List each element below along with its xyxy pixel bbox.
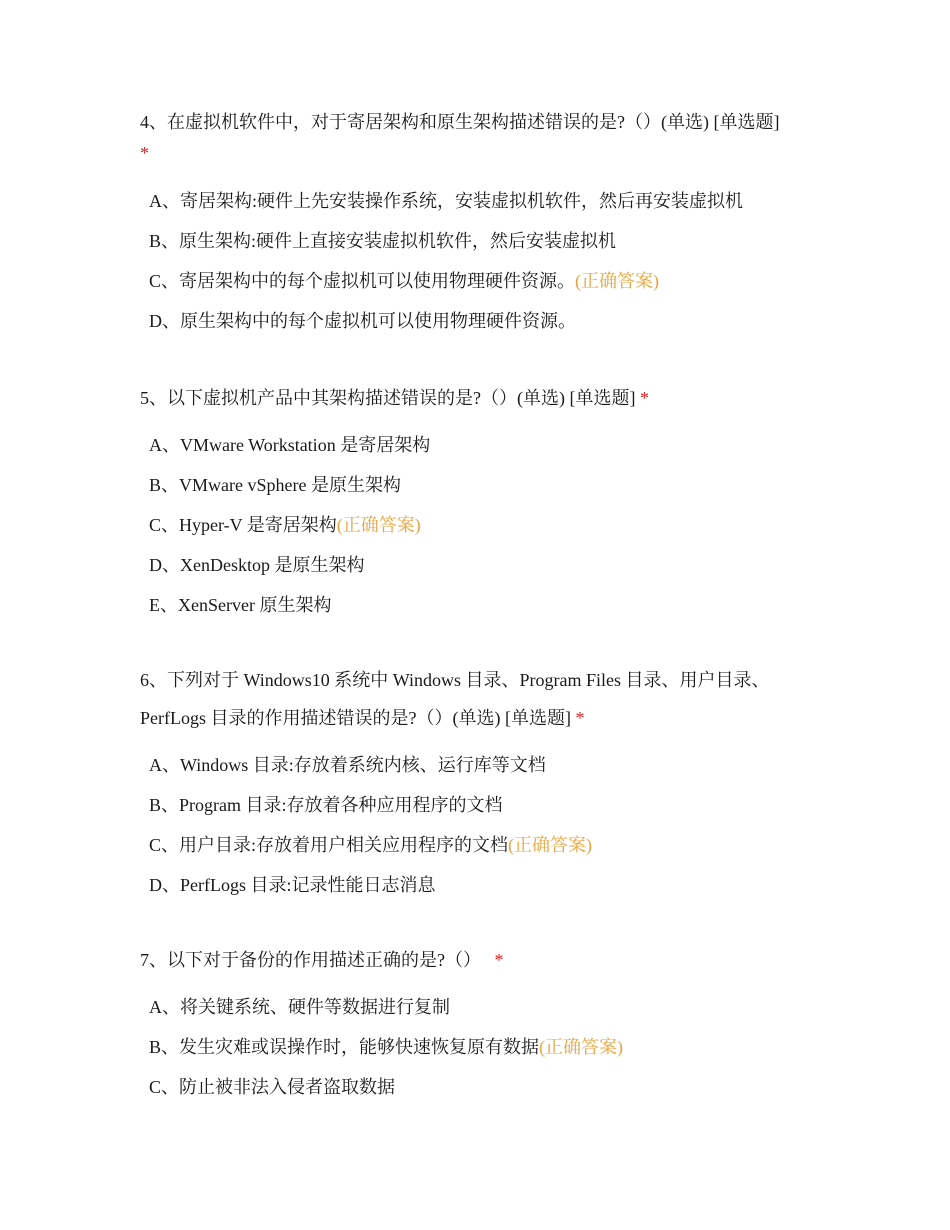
required-mark: * bbox=[639, 388, 649, 408]
option-text: A、Windows 目录:存放着系统内核、运行库等文档 bbox=[149, 755, 546, 775]
option-item[interactable] bbox=[140, 425, 820, 465]
question-title bbox=[140, 941, 820, 979]
option-item[interactable] bbox=[140, 785, 820, 825]
question-text: 7、以下对于备份的作用描述正确的是?（） bbox=[140, 950, 481, 970]
question-5 bbox=[140, 379, 820, 625]
option-item[interactable] bbox=[140, 261, 820, 301]
required-mark: * bbox=[575, 708, 585, 728]
option-item[interactable] bbox=[140, 221, 820, 261]
option-text: C、用户目录:存放着用户相关应用程序的文档 bbox=[149, 835, 509, 855]
option-text: B、VMware vSphere 是原生架构 bbox=[149, 475, 401, 495]
option-text: D、XenDesktop 是原生架构 bbox=[149, 555, 365, 575]
option-text: B、发生灾难或误操作时，能够快速恢复原有数据 bbox=[149, 1037, 540, 1057]
option-text: A、将关键系统、硬件等数据进行复制 bbox=[149, 997, 450, 1017]
question-text: 4、在虚拟机软件中，对于寄居架构和原生架构描述错误的是?（）(单选) [单选题] bbox=[140, 112, 780, 132]
option-item[interactable] bbox=[140, 745, 820, 785]
option-item[interactable] bbox=[140, 1067, 820, 1107]
option-text: B、Program 目录:存放着各种应用程序的文档 bbox=[149, 795, 503, 815]
option-text: C、防止被非法入侵者盗取数据 bbox=[149, 1077, 396, 1097]
option-list bbox=[140, 745, 820, 905]
question-6 bbox=[140, 661, 820, 905]
option-item[interactable] bbox=[140, 825, 820, 865]
option-list bbox=[140, 987, 820, 1107]
correct-answer-tag: (正确答案) bbox=[575, 271, 660, 291]
question-title bbox=[140, 661, 820, 737]
required-mark: * bbox=[494, 950, 504, 970]
question-title bbox=[140, 379, 820, 417]
option-text: E、XenServer 原生架构 bbox=[149, 595, 332, 615]
correct-answer-tag: (正确答案) bbox=[336, 515, 421, 535]
option-item[interactable] bbox=[140, 865, 820, 905]
option-text: C、寄居架构中的每个虚拟机可以使用物理硬件资源。 bbox=[149, 271, 576, 291]
question-title bbox=[140, 107, 820, 169]
option-text: C、Hyper-V 是寄居架构 bbox=[149, 515, 337, 535]
option-text: A、VMware Workstation 是寄居架构 bbox=[149, 435, 431, 455]
question-7 bbox=[140, 941, 820, 1107]
option-item[interactable] bbox=[140, 1027, 820, 1067]
option-text: D、PerfLogs 目录:记录性能日志消息 bbox=[149, 875, 436, 895]
correct-answer-tag: (正确答案) bbox=[539, 1037, 624, 1057]
question-4 bbox=[140, 107, 820, 341]
question-text: 6、下列对于 Windows10 系统中 Windows 目录、Program Files 目录、用户目录、PerfLogs 目录的作用描述错误的是?（）(单选) [单选题] bbox=[140, 670, 770, 728]
option-item[interactable] bbox=[140, 505, 820, 545]
option-item[interactable] bbox=[140, 545, 820, 585]
question-text: 5、以下虚拟机产品中其架构描述错误的是?（）(单选) [单选题] bbox=[140, 388, 636, 408]
option-text: B、原生架构:硬件上直接安装虚拟机软件，然后安装虚拟机 bbox=[149, 231, 617, 251]
option-list bbox=[140, 181, 820, 341]
correct-answer-tag: (正确答案) bbox=[508, 835, 593, 855]
option-item[interactable] bbox=[140, 585, 820, 625]
option-item[interactable] bbox=[140, 181, 820, 221]
option-item[interactable] bbox=[140, 465, 820, 505]
required-mark: * bbox=[140, 143, 149, 163]
option-item[interactable] bbox=[140, 301, 820, 341]
option-text: A、寄居架构:硬件上先安装操作系统，安装虚拟机软件，然后再安装虚拟机 bbox=[149, 191, 743, 211]
option-text: D、原生架构中的每个虚拟机可以使用物理硬件资源。 bbox=[149, 311, 576, 331]
option-list bbox=[140, 425, 820, 625]
option-item[interactable] bbox=[140, 987, 820, 1027]
